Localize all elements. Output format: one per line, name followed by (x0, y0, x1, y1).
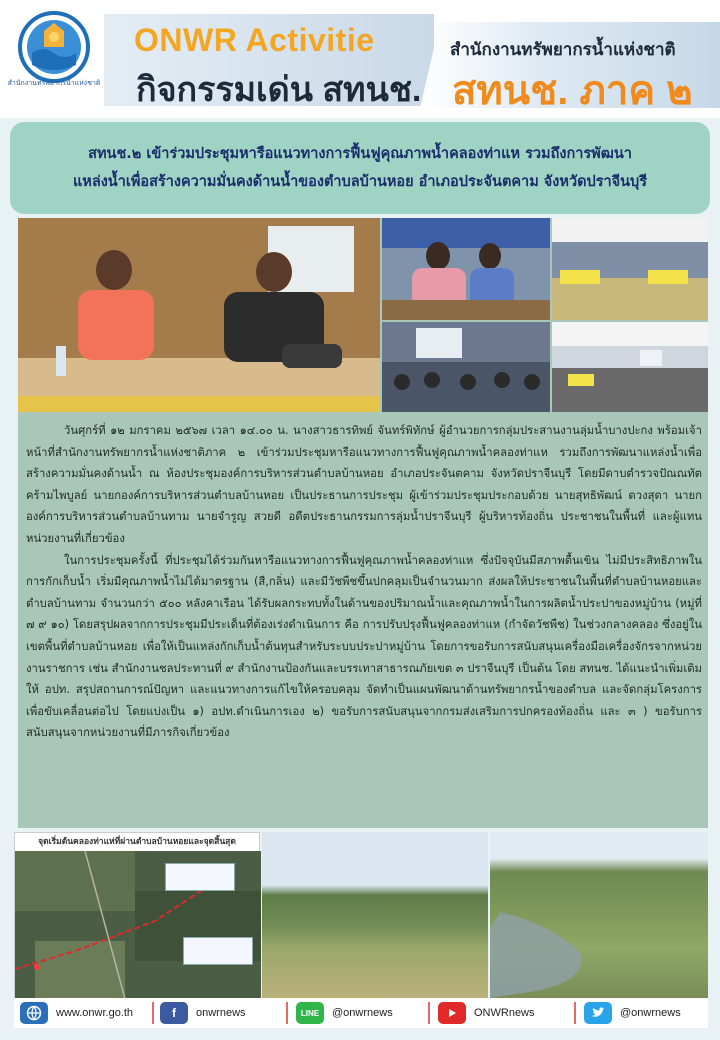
footer-divider (152, 1002, 154, 1024)
canal-photo-1 (262, 832, 488, 998)
agency-name: สำนักงานทรัพยากรน้ำแห่งชาติ (450, 40, 676, 60)
footer-youtube[interactable] (438, 1001, 535, 1025)
meeting-photo-audience (382, 322, 550, 412)
satellite-map (14, 832, 260, 998)
headline-box (10, 122, 710, 214)
onwr-emblem-icon (16, 9, 92, 85)
youtube-handle[interactable]: ONWRnews (474, 1007, 535, 1019)
twitter-handle[interactable]: @onwrnews (620, 1007, 681, 1019)
footer-divider (574, 1002, 576, 1024)
footer-twitter[interactable] (584, 1001, 681, 1025)
line-icon: LINE (296, 1002, 324, 1024)
region-name: สทนช. ภาค ๒ (452, 69, 693, 113)
meeting-photo-main (18, 218, 380, 412)
footer-divider (286, 1002, 288, 1024)
logo-caption: สำนักงานทรัพยากรน้ำแห่งชาติ (7, 79, 101, 87)
footer-facebook[interactable] (160, 1001, 246, 1025)
footer-website[interactable] (20, 1001, 133, 1025)
map-note-end (183, 937, 253, 965)
map-note-start (165, 863, 235, 891)
footer-bar (14, 998, 708, 1028)
line-handle[interactable]: @onwrnews (332, 1007, 393, 1019)
facebook-icon: f (160, 1002, 188, 1024)
article-paragraph-2: ในการประชุมครั้งนี้ ที่ประชุมได้ร่วมกันหารือแนวทางการฟื้นฟูคุณภาพน้ำคลองท่าแห ซึ่งปัจจุบันมีสภาพตื้นเขิน ไม่มีประสิทธิภาพในการกักเก็บน้ำ เริ่มมีคุณภาพน้ำไม่ได้มาตรฐาน (สี,กลิ่น) และมีวัชพืชขึ้นปกคลุมเป็นจำนวนมาก ส่งผลให้ประชาชนในพื้นที่ตำบลบ้านหอยและตำบลบ้านทาม จำนวนกว่า ๕๐๐ หลังคาเรือน ได้รับผลกระทบทั้งในด้านของปริมาณน้ำและคุณภาพน้ำในการผลิตน้ำประปาของหมู่บ้าน (หมู่ที่ ๗ ๙ ๑๐) โดยสรุปผลจากการประชุมมีประเด็นที่ต้องเร่งดำเนินการ คือ การปรับปรุงฟื้นฟูคลองท่าแห (กำจัดวัชพืช) ในช่วงกลางคลอง ซึ่งอยู่ในเขตพื้นที่ตำบลบ้านหอย เพื่อให้เป็นแหล่งกักเก็บน้ำต้นทุนสำหรับระบบประปาหมู่บ้าน โดยการขอรับการสนับสนุนเครื่องมือเครื่องจักรจากหน่วยงานราชการ เช่น สำนักงานชลประทานที่ ๙ สำนักงานป้องกันและบรรเทาสาธารณภัยเขต ๓ ปราจีนบุรี เป็นต้น โดย สทนช. ได้แนะนำเพิ่มเติมให้ อปท. สรุปสถานการณ์ปัญหา และแนวทางการแก้ไขให้ครอบคลุม จัดทำเป็นแผนพัฒนาด้านทรัพยากรน้ำของตำบล และจัดกลุ่มโครงการเพื่อขับเคลื่อนต่อไป โดยแบ่งเป็น ๑) อปท.ดำเนินการเอง ๒) ขอรับการสนับสนุนจากกรมส่งเสริมการปกครองท้องถิ่น และ ๓ ) ขอรับการสนับสนุนจากหน่วยงานที่มีภารกิจเกี่ยวข้อง (26, 553, 702, 740)
footer-divider (428, 1002, 430, 1024)
title-english: ONWR Activitie (134, 22, 375, 58)
headline-line-2: แหล่งน้ำเพื่อสร้างความมั่นคงด้านน้ำของตำบลบ้านหอย อำเภอประจันตคาม จังหวัดปราจีนบุรี (72, 174, 648, 190)
footer-line[interactable] (296, 1001, 393, 1025)
headline-line-1: สทนช.๒ เข้าร่วมประชุมหารือแนวทางการฟื้นฟูคุณภาพน้ำคลองท่าแห รวมถึงการพัฒนา (88, 146, 632, 162)
map-title: จุดเริ่มต้นคลองท่าแห่ที่ผ่านตำบลบ้านหอยและจุดสิ้นสุด (15, 833, 259, 851)
canal-photo-2 (490, 832, 708, 998)
meeting-photo-room (382, 218, 550, 320)
article-body (26, 420, 702, 744)
page-header (0, 0, 720, 118)
article-paragraph-1: วันศุกร์ที่ ๑๒ มกราคม ๒๕๖๗ เวลา ๑๔.๐๐ น. นางสาวธารทิพย์ จันทร์พิทักษ์ ผู้อำนวยการกลุ่มประสานงานลุ่มน้ำบางปะกง พร้อมเจ้าหน้าที่สำนักงานทรัพยากรน้ำแห่งชาติภาค ๒ เข้าร่วมประชุมหารือแนวทางการฟื้นฟูคุณภาพน้ำคลองท่าแห รวมถึงการพัฒนาแหล่งน้ำเพื่อสร้างความมั่นคงด้านน้ำ ณ ห้องประชุมองค์การบริหารส่วนตำบลบ้านหอย อำเภอประจันตคาม จังหวัดปราจีนบุรี โดยมีดาบตำรวจปัณณทัต คร้ามไพบูลย์ นายกองค์การบริหารส่วนตำบลบ้านหอย เป็นประธานการประชุม ผู้เข้าร่วมประชุมประกอบด้วย นายสุทธิพัฒน์ ดวงสุดา นายกองค์การบริหารส่วนตำบลบ้านทาม นายจำรูญ สวยดี อดีตประธานกรรมการลุ่มน้ำปราจีนบุรี ผู้บริหารท้องถิ่น ประชาชนในพื้นที่ และผู้แทนหน่วยงานที่เกี่ยวข้อง (26, 424, 702, 545)
globe-icon (20, 1002, 48, 1024)
facebook-handle[interactable]: onwrnews (196, 1007, 246, 1019)
title-thai: กิจกรรมเด่น สทนช. (136, 71, 422, 109)
twitter-bird-icon (584, 1002, 612, 1024)
meeting-photo-hall (552, 218, 708, 320)
youtube-play-icon (438, 1002, 466, 1024)
website-link[interactable]: www.onwr.go.th (56, 1007, 134, 1019)
meeting-photo-seats (552, 322, 708, 412)
